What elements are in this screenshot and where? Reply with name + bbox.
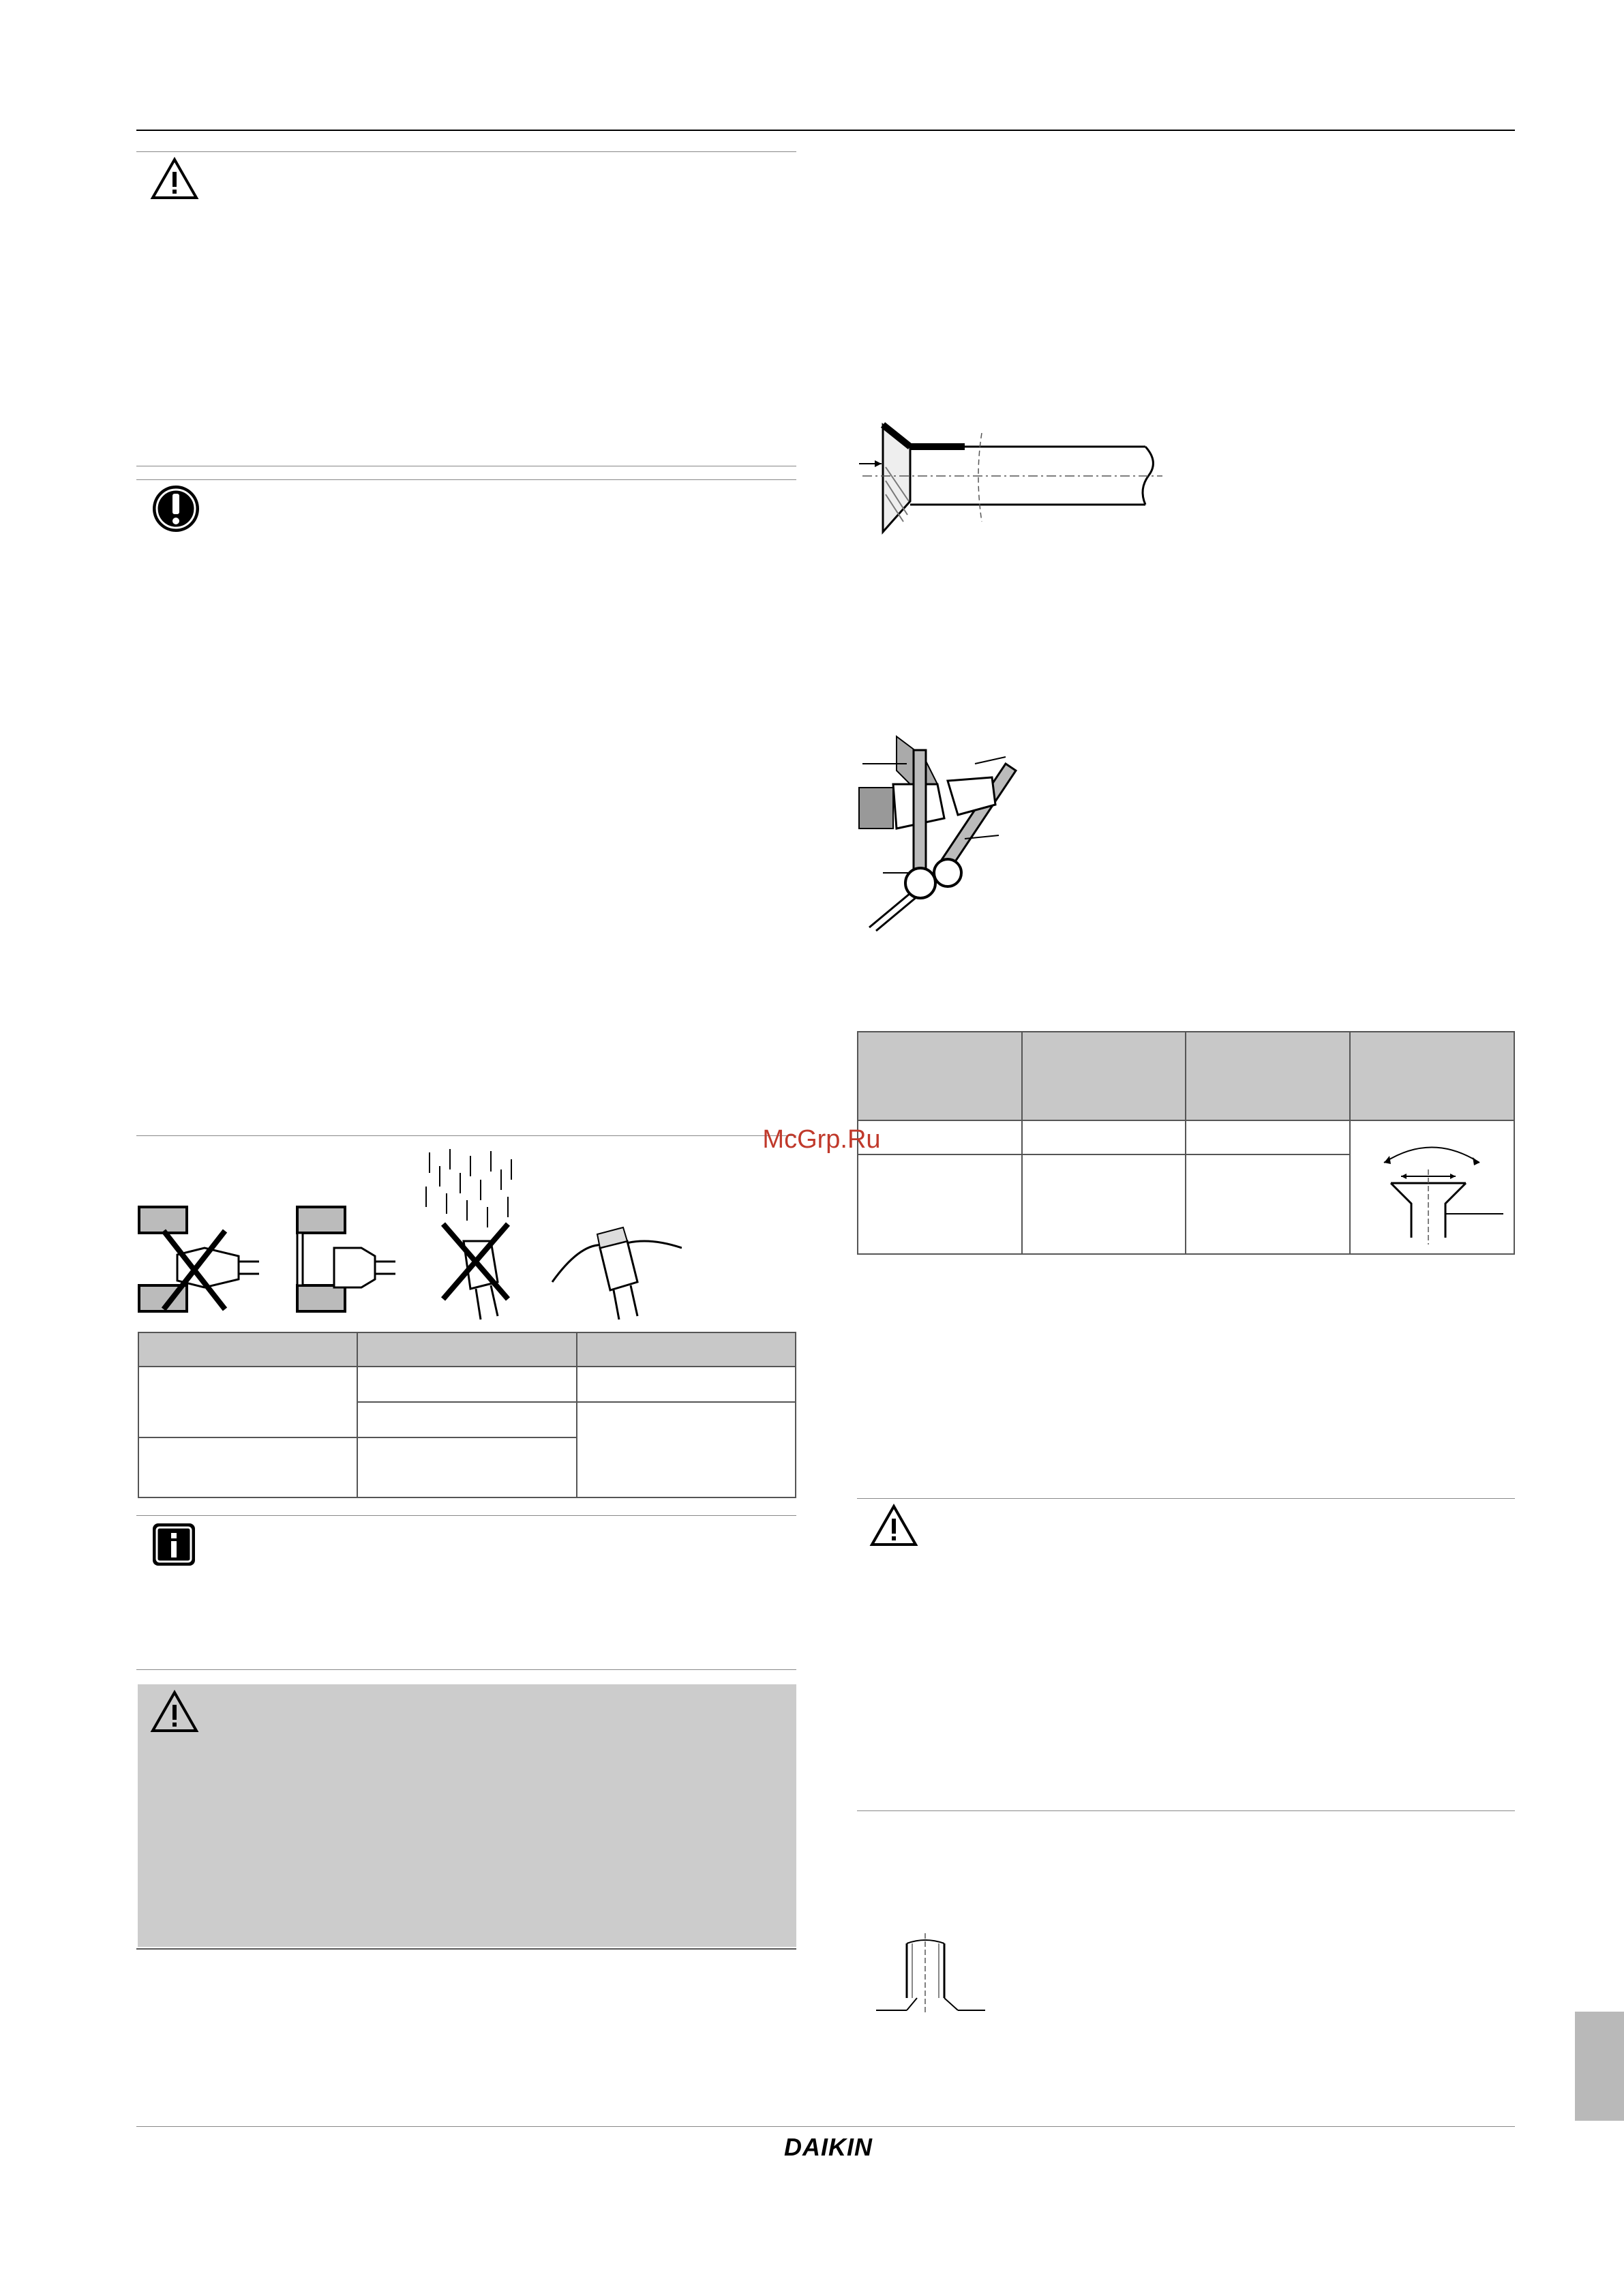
warning-triangle-icon <box>150 1690 199 1733</box>
flare-cross-section-illustration <box>856 413 1169 535</box>
warning-triangle-icon <box>869 1504 918 1547</box>
watermark-text: McGrp.Ru <box>762 1125 881 1154</box>
information-icon <box>151 1522 196 1567</box>
shaded-box-bottom-rule <box>136 1948 796 1950</box>
left-table <box>138 1332 796 1498</box>
exclamation-circle-icon <box>151 484 200 533</box>
warning-triangle-icon <box>150 157 199 200</box>
footer-rule <box>136 2126 1515 2127</box>
two-wrenches-illustration <box>856 730 1060 934</box>
info-box-top-rule <box>136 1515 796 1516</box>
shaded-warning-box <box>138 1684 796 1947</box>
flare-dimension-sketch <box>1364 1135 1507 1244</box>
right-warning-box-bottom-rule <box>857 1810 1515 1811</box>
illustration-top-rule <box>136 1135 796 1136</box>
daikin-logo: DAIKIN <box>784 2133 873 2161</box>
notice-box-top-rule <box>136 479 796 480</box>
right-warning-box-top-rule <box>857 1498 1515 1499</box>
header-rule <box>136 130 1515 131</box>
info-box-bottom-rule <box>136 1669 796 1670</box>
warning-box-top-rule <box>136 151 796 152</box>
flare-handling-illustrations <box>136 1146 682 1323</box>
side-chapter-tab <box>1575 2012 1624 2121</box>
pipe-end-illustration <box>869 1930 1006 2018</box>
